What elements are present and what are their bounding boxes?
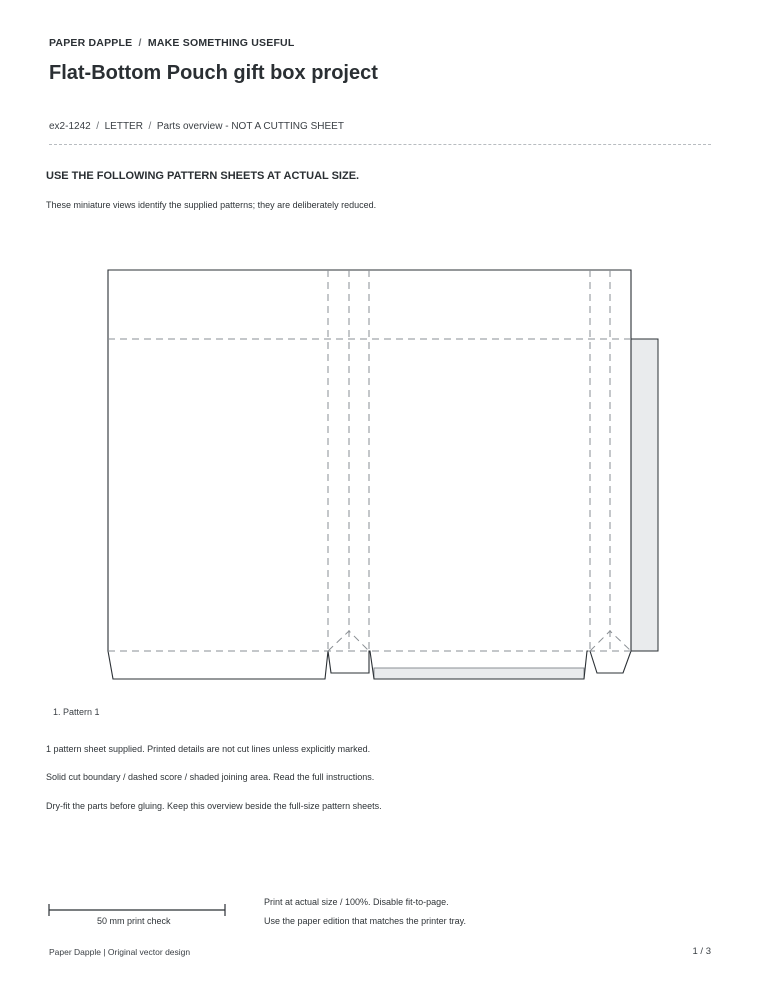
meta-paper: LETTER xyxy=(104,121,143,132)
scale-label: 50 mm print check xyxy=(97,916,171,926)
page-title: Flat-Bottom Pouch gift box project xyxy=(49,62,378,84)
meta-code: ex2-1242 xyxy=(49,121,91,132)
bottom-glue-strip xyxy=(374,668,584,679)
meta-description: Parts overview - NOT A CUTTING SHEET xyxy=(156,121,344,132)
note-text: 1 pattern sheet supplied. Printed details are not cut lines unless explicitly marked. xyxy=(46,744,371,754)
brand-name: PAPER DAPPLE xyxy=(49,37,133,49)
meta-separator: / xyxy=(145,121,155,132)
pattern-diagram xyxy=(104,265,664,685)
page-number: 1 / 3 xyxy=(692,946,711,957)
pattern-caption: 1. Pattern 1 xyxy=(53,707,100,717)
document-meta xyxy=(49,121,344,132)
section-heading: USE THE FOLLOWING PATTERN SHEETS AT ACTUAL SIZE. xyxy=(46,170,360,182)
meta-separator: / xyxy=(93,121,102,132)
note-text: Solid cut boundary / dashed score / shaded joining area. Read the full instructions. xyxy=(46,772,375,782)
header-divider xyxy=(49,144,711,145)
brand-line xyxy=(49,37,294,49)
print-note: Print at actual size / 100%. Disable fit-to-page. xyxy=(264,897,449,907)
section-intro: These miniature views identify the supplied patterns; they are deliberately reduced. xyxy=(46,200,377,210)
note-text: Dry-fit the parts before gluing. Keep this overview beside the full-size pattern sheets. xyxy=(46,801,382,811)
side-glue-tab xyxy=(631,339,658,651)
brand-tagline: MAKE SOMETHING USEFUL xyxy=(147,37,295,49)
brand-separator: / xyxy=(135,37,145,49)
print-note: Use the paper edition that matches the printer tray. xyxy=(264,916,466,926)
footer-credit: Paper Dapple | Original vector design xyxy=(49,947,191,957)
score-lines xyxy=(108,270,631,651)
